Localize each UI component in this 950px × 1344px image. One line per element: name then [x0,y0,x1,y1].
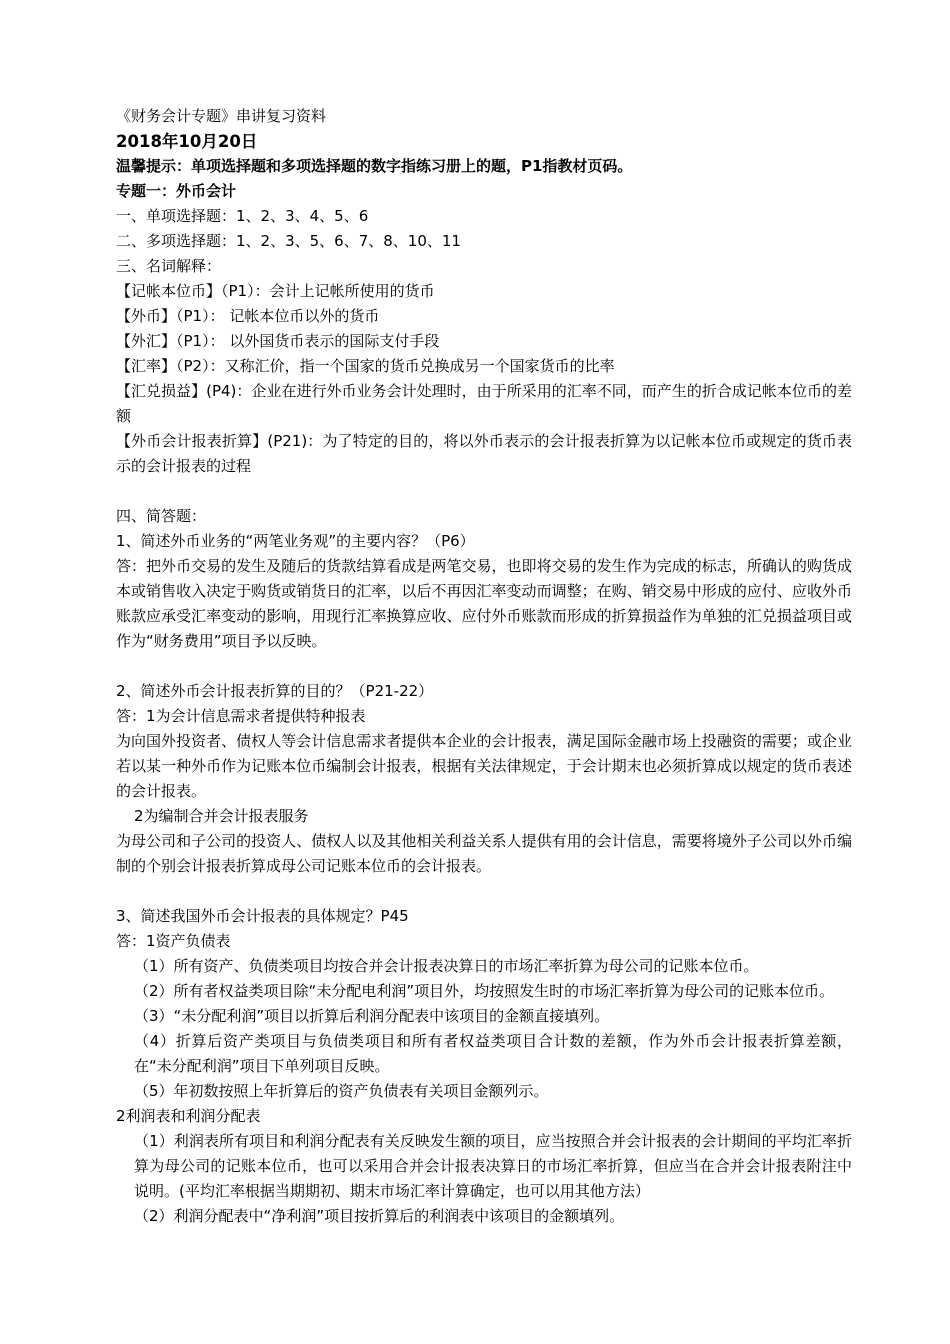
answer-3-subheading: 2利润表和利润分配表 [116,1107,261,1125]
term-item: 【记帐本位币】（P1）：会计上记帐所使用的货币 [116,282,435,300]
answer-1: 答：把外币交易的发生及随后的货款结算看成是两笔交易，也即将交易的发生作为完成的标志，所确认的购货成本或销售收入决定于购货或销货日的汇率，以后不再因汇率变动而调整；在购、销交易中形成的应付、应收外币账款应承受汇率变动的影响，用现行汇率换算应收、应付外币账款而形成的折算损益作为单独的汇兑损益项目或作为“财务费用”项目予以反映。 [116,557,852,650]
topic-heading: 专题一：外币会计 [116,182,237,200]
answer-3-intro: 答：1资产负债表 [116,932,231,950]
doc-date: 2018年10月20日 [116,132,258,151]
document-page [116,104,852,1229]
answer-3-item: （3）“未分配利润”项目以折算后利润分配表中该项目的金额直接填列。 [134,1007,610,1025]
question-2: 2、简述外币会计报表折算的目的？（P21-22） [116,682,434,700]
answer-3-item: （1）利润表所有项目和利润分配表有关反映发生额的项目，应当按照合并会计报表的会计期间的平均汇率折算为母公司的记账本位币，也可以采用合并会计报表决算日的市场汇率折算，但应当在合并会计报表附注中说明。(平均汇率根据当期期初、期末市场汇率计算确定，也可以用其他方法） [134,1132,852,1200]
terms-heading: 三、名词解释： [116,257,222,275]
answer-3-item: （5）年初数按照上年折算后的资产负债表有关项目金额列示。 [134,1082,549,1100]
blank-line [116,479,852,504]
question-1: 1、简述外币业务的“两笔业务观”的主要内容？（P6） [116,532,475,550]
answer-2-para-1: 为向国外投资者、债权人等会计信息需求者提供本企业的会计报表，满足国际金融市场上投融资的需要；或企业若以某一种外币作为记账本位币编制会计报表，根据有关法律规定，于会计期末也必须折算成以规定的货币表述的会计报表。 [116,732,852,800]
answer-3-item: （2）利润分配表中“净利润”项目按折算后的利润表中该项目的金额填列。 [134,1207,625,1225]
question-3: 3、简述我国外币会计报表的具体规定？P45 [116,907,409,925]
blank-line [116,654,852,679]
qa-heading: 四、简答题： [116,507,207,525]
doc-title: 《财务会计专题》串讲复习资料 [116,107,327,125]
answer-3-item: （2）所有者权益类项目除“未分配电利润”项目外，均按照发生时的市场汇率折算为母公司的记账本位币。 [134,982,835,1000]
answer-3-item: （1）所有资产、负债类项目均按合并会计报表决算日的市场汇率折算为母公司的记账本位币。 [134,957,759,975]
answer-2-subheading: 2为编制合并会计报表服务 [134,807,309,825]
term-item: 【汇率】（P2）：又称汇价，指一个国家的货币兑换成另一个国家货币的比率 [116,357,615,375]
term-item: 【汇兑损益】(P4)：企业在进行外币业务会计处理时，由于所采用的汇率不同，而产生的折合成记帐本位币的差额 [116,382,852,425]
doc-tip: 温馨提示：单项选择题和多项选择题的数字指练习册上的题，P1指教材页码。 [116,157,633,175]
blank-line [116,879,852,904]
multi-choice-line: 二、多项选择题：1、2、3、5、6、7、8、10、11 [116,232,461,250]
term-item: 【外币】（P1）： 记帐本位币以外的货币 [116,307,380,325]
answer-2-para-2: 为母公司和子公司的投资人、债权人以及其他相关利益关系人提供有用的会计信息，需要将境外子公司以外币编制的个别会计报表折算成母公司记账本位币的会计报表。 [116,832,852,875]
answer-2-intro: 答：1为会计信息需求者提供特种报表 [116,707,366,725]
term-item: 【外汇】（P1）： 以外国货币表示的国际支付手段 [116,332,440,350]
term-item: 【外币会计报表折算】(P21)：为了特定的目的，将以外币表示的会计报表折算为以记帐本位币或规定的货币表示的会计报表的过程 [116,432,852,475]
single-choice-line: 一、单项选择题：1、2、3、4、5、6 [116,207,369,225]
answer-3-item: （4）折算后资产类项目与负债类项目和所有者权益类项目合计数的差额，作为外币会计报表折算差额，在“未分配利润”项目下单列项目反映。 [134,1032,852,1075]
